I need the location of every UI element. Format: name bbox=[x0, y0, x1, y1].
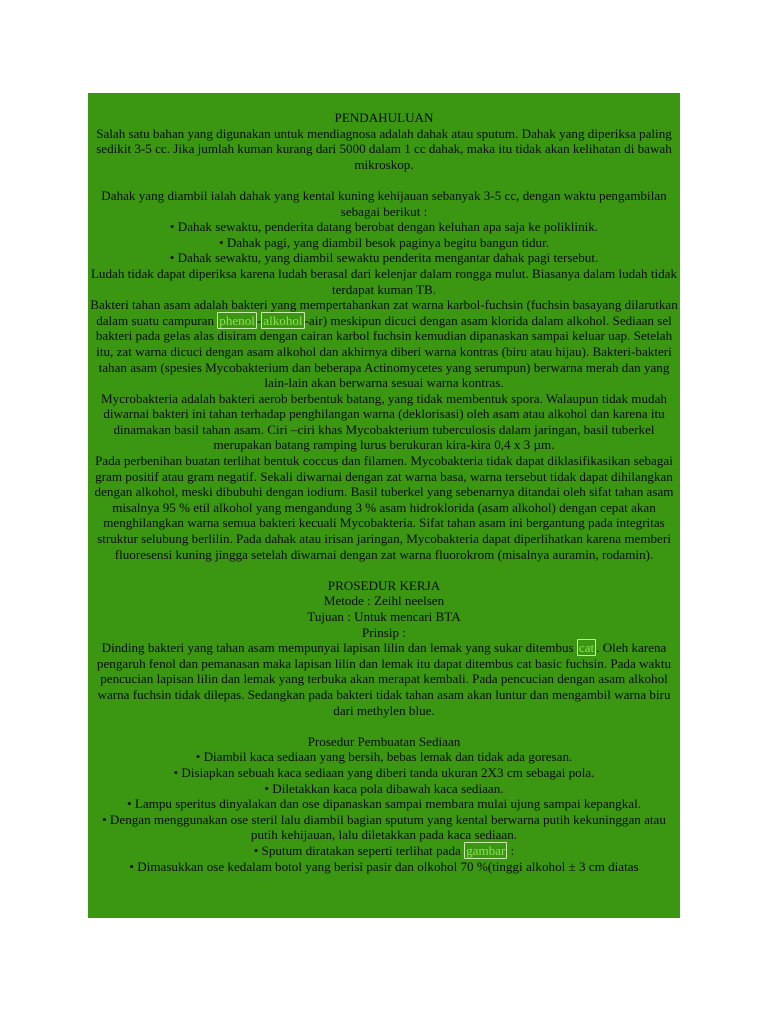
tujuan-line: Tujuan : Untuk mencari BTA bbox=[307, 609, 461, 624]
list-item: • Diambil kaca sediaan yang bersih, bebas lemak dan tidak ada goresan. bbox=[195, 749, 573, 765]
list-item: • Sputum diratakan seperti terlihat pada gambar : bbox=[253, 842, 515, 858]
paragraph-mycobakteria-2: Pada perbenihan buatan terlihat bentuk coccus dan filamen. Mycobakteria tidak dapat diklasifikasikan sebagai gram positif atau gram negatif. Sekali diwarnai dengan zat warna basa, warna tersebut tidak dapat dihilangkan dengan alkohol, meski dibubuhi dengan iodium. Basil tuberkel yang sebenarnya ditandai oleh sifat tahan asam misalnya 95 % etil alkohol yang mengandung 3 % asam hidroklorida (asam alkohol) dengan cepat akan menghilangkan warna semua bakteri kecuali Mycobakteria. Sifat tahan asam ini bergantung pada integritas struktur selubung berlilin. Pada dahak atau irisan jaringan, Mycobakteria dapat diperlihatkan karena memberi fluoresensi kuning jingga setelah diwarnai dengan zat warna fluorokrom (misalnya auramin, rodamin). bbox=[94, 453, 674, 562]
link-phenol[interactable]: phenol bbox=[219, 312, 255, 328]
document-body bbox=[88, 93, 680, 874]
list-item: • Diletakkan kaca pola dibawah kaca sediaan. bbox=[264, 780, 504, 796]
metode-line: Metode : Zeihl neelsen bbox=[323, 593, 445, 609]
section-title-prosedur: PROSEDUR KERJA bbox=[327, 577, 441, 593]
list-item: • Lampu speritus dinyalakan dan ose dipanaskan sampai membara mulai ujung sampai kepangkal. bbox=[126, 796, 641, 812]
prinsip-label: Prinsip : bbox=[361, 624, 407, 640]
document-page bbox=[88, 93, 680, 918]
list-item: • Dengan menggunakan ose steril lalu diambil bagian sputum yang kental berwarna putih kekuninggan atau putih kehijauan, lalu diletakkan pada kaca sediaan. bbox=[102, 811, 666, 843]
paragraph-dahak-intro: Dahak yang diambil ialah dahak yang kental kuning kehijauan sebanyak 3-5 cc, dengan waktu pengambilan sebagai berikut : bbox=[101, 187, 667, 219]
list-item: • Disiapkan sebuah kaca sediaan yang diberi tanda ukuran 2X3 cm sebagai pola. bbox=[173, 764, 595, 780]
section-title-pembuatan: Prosedur Pembuatan Sediaan bbox=[307, 733, 461, 749]
link-gambar[interactable]: gambar bbox=[466, 842, 506, 858]
section-title-pendahuluan: PENDAHULUAN bbox=[334, 110, 434, 125]
paragraph-bta: Bakteri tahan asam adalah bakteri yang mempertahankan zat warna karbol-fuchsin (fuchsin basayang dilarutkan dalam suatu campuran phenol - alkohol -air) meskipun dicuci dengan asam klorida dalam alkohol. Sediaan sel bakteri pada gelas alas disiram dengan cairan karbol fuchsin kemudian dipanaskan sampai keluar uap. Setelah itu, zat warna dicuci dengan asam alkohol dan akhirnya diberi warna kontras (biru atau hijau). Bakteri-bakteri tahan asam (spesies Mycobakterium dan beberapa Actinomycetes yang serumpun) berwarna merah dan yang lain-lain akan berwarna sesuai warna kontras. bbox=[90, 297, 678, 391]
list-item: • Dahak sewaktu, penderita datang berobat dengan keluhan apa saja ke poliklinik. bbox=[169, 219, 599, 235]
list-item: • Dimasukkan ose kedalam botol yang berisi pasir dan olkohol 70 %(tinggi alkohol ± 3 cm diatas bbox=[129, 858, 639, 874]
paragraph-ludah: Ludah tidak dapat diperiksa karena ludah berasal dari kelenjar dalam rongga mulut. Biasanya dalam ludah tidak terdapat kuman TB. bbox=[90, 265, 678, 297]
paragraph-prinsip: Dinding bakteri yang tahan asam mempunyai lapisan lilin dan lemak yang sukar ditembus cat . Oleh karena pengaruh fenol dan pemanasan maka lapisan lilin dan lemak itu dapat ditembus cat basic fuchsin. Pada waktu pencucian lapisan lilin dan lemak yang terbuka akan merapat kembali. Pada pencucian dengan asam alkohol warna fuchsin tidak dilepas. Sedangkan pada bakteri tidak tahan asam akan luntur dan mengambil warna biru dari methylen blue. bbox=[96, 640, 672, 718]
list-item: • Dahak pagi, yang diambil besok paginya begitu bangun tidur. bbox=[218, 234, 550, 250]
link-alkohol[interactable]: alkohol bbox=[263, 312, 303, 328]
paragraph-mycobakteria-1: Mycrobakteria adalah bakteri aerob berbentuk batang, yang tidak membentuk spora. Walaupun tidak mudah diwarnai bakteri ini tahan terhadap penghilangan warna (deklorisasi) oleh asam atau alkohol dan karena itu dinamakan basil tahan asam. Ciri –ciri khas Mycobakterium tuberculosis dalam jaringan, basil tuberkel merupakan batang ramping lurus berukuran kira-kira 0,4 x 3 µm. bbox=[101, 390, 667, 453]
paragraph-intro: Salah satu bahan yang digunakan untuk mendiagnosa adalah dahak atau sputum. Dahak yang diperiksa paling sedikit 3-5 cc. Jika jumlah kuman kurang dari 5000 dalam 1 cc dahak, maka itu tidak akan kelihatan di bawah mikroskop. bbox=[96, 125, 672, 172]
link-cat[interactable]: cat bbox=[578, 640, 595, 656]
list-item: • Dahak sewaktu, yang diambil sewaktu penderita mengantar dahak pagi tersebut. bbox=[169, 250, 599, 266]
